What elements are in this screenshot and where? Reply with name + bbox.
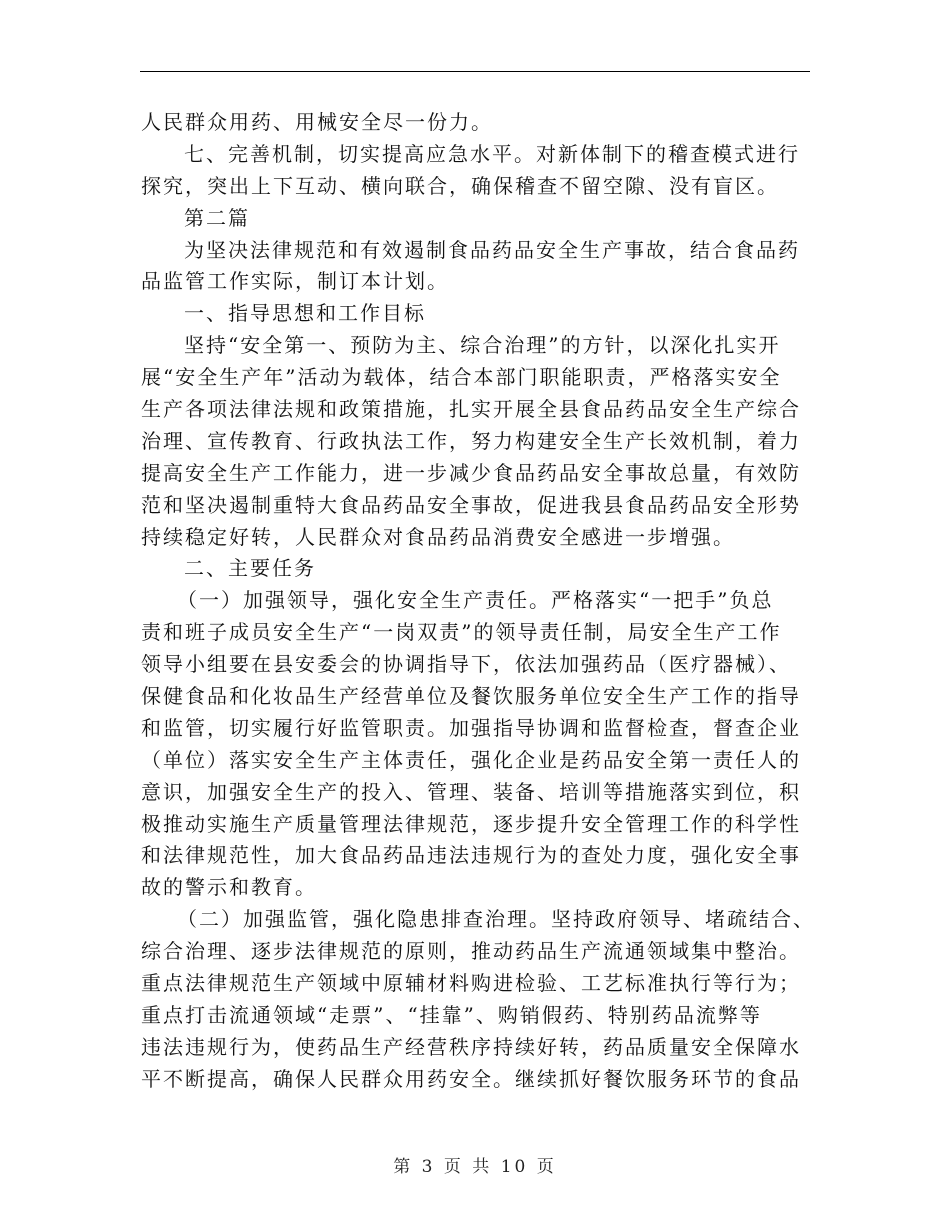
paragraph-line: 展“安全生产年”活动为载体，结合本部门职能职责，严格落实安全: [141, 365, 782, 390]
page-footer: 第 3 页 共 10 页: [393, 1157, 557, 1177]
paragraph-line: 重点法律规范生产领域中原辅材料购进检验、工艺标准执行等行为；: [141, 971, 801, 996]
header-rule: [140, 71, 810, 72]
paragraph-line: 生产各项法律法规和政策措施，扎实开展全县食品药品安全生产综合: [141, 397, 801, 422]
section-heading: 一、指导思想和工作目标: [184, 301, 426, 326]
paragraph-line: 探究，突出上下互动、横向联合，确保稽查不留空隙、没有盲区。: [141, 173, 779, 198]
paragraph-line: 和监管，切实履行好监管职责。加强指导协调和监督检查，督查企业: [141, 715, 801, 740]
paragraph-line: （单位）落实安全生产主体责任，强化企业是药品安全第一责任人的: [141, 747, 801, 772]
paragraph-line: 平不断提高，确保人民群众用药安全。继续抓好餐饮服务环节的食品: [141, 1066, 801, 1091]
paragraph-line: 和法律规范性，加大食品药品违法违规行为的查处力度，强化安全事: [141, 843, 801, 868]
paragraph-line: 七、完善机制，切实提高应急水平。对新体制下的稽查模式进行: [184, 141, 800, 166]
paragraph-line: 范和坚决遏制重特大食品药品安全事故，促进我县食品药品安全形势: [141, 492, 801, 517]
section-heading: 第二篇: [184, 205, 250, 230]
paragraph-line: 人民群众用药、用械安全尽一份力。: [141, 110, 493, 134]
paragraph-line: （一）加强领导，强化安全生产责任。严格落实“一把手”负总: [177, 588, 774, 613]
document-body: [141, 107, 815, 1096]
paragraph-line: 品监管工作实际，制订本计划。: [141, 269, 449, 294]
paragraph-line: 保健食品和化妆品生产经营单位及餐饮服务单位安全生产工作的指导: [141, 684, 801, 709]
paragraph-line: 极推动实施生产质量管理法律规范，逐步提升安全管理工作的科学性: [141, 811, 801, 836]
paragraph-line: （二）加强监管，强化隐患排查治理。坚持政府领导、堵疏结合、: [177, 907, 815, 932]
paragraph-line: 持续稳定好转，人民群众对食品药品消费安全感进一步增强。: [141, 524, 735, 549]
paragraph-line: 故的警示和教育。: [141, 875, 317, 900]
paragraph-line: 提高安全生产工作能力，进一步减少食品药品安全事故总量，有效防: [141, 460, 801, 485]
paragraph-line: 重点打击流通领域“走票”、“挂靠”、购销假药、特别药品流弊等: [141, 1002, 762, 1027]
paragraph-line: 为坚决法律规范和有效遏制食品药品安全生产事故，结合食品药: [184, 237, 800, 262]
section-heading: 二、主要任务: [184, 556, 316, 581]
paragraph-line: 治理、宣传教育、行政执法工作，努力构建安全生产长效机制，着力: [141, 428, 801, 453]
paragraph-line: 意识，加强安全生产的投入、管理、装备、培训等措施落实到位，积: [141, 779, 801, 804]
paragraph-line: 综合治理、逐步法律规范的原则，推动药品生产流通领域集中整治。: [141, 939, 801, 964]
paragraph-line: 领导小组要在县安委会的协调指导下，依法加强药品（医疗器械）、: [141, 652, 791, 677]
paragraph-line: 责和班子成员安全生产“一岗双责”的领导责任制，局安全生产工作: [141, 620, 782, 645]
paragraph-line: 坚持“安全第一、预防为主、综合治理”的方针，以深化扎实开: [184, 333, 781, 358]
paragraph-line: 违法违规行为，使药品生产经营秩序持续好转，药品质量安全保障水: [141, 1034, 801, 1059]
